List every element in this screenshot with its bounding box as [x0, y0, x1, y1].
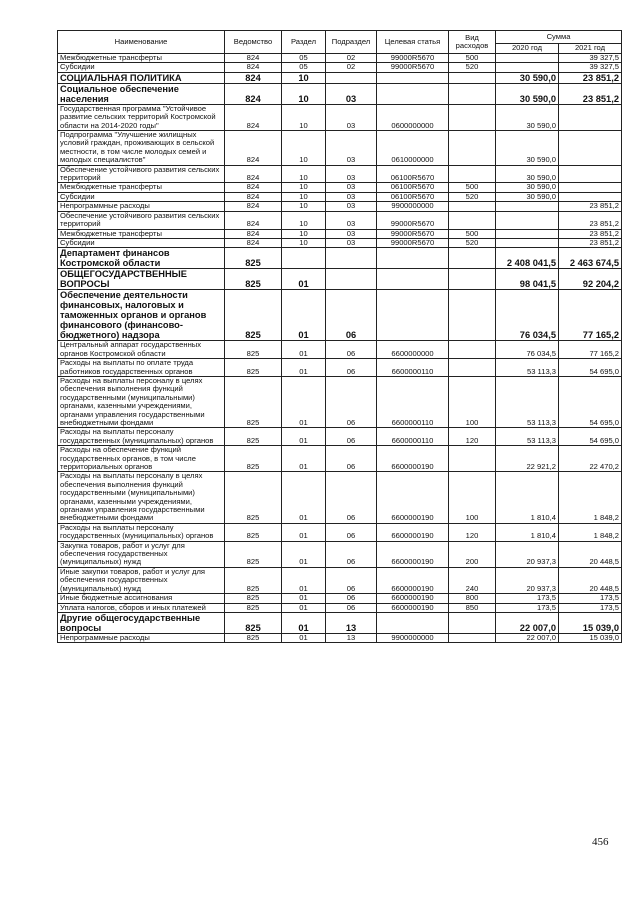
row-subsection: 06: [326, 594, 377, 603]
row-sum-2020: 53 113,3: [496, 359, 559, 377]
table-row: [58, 612, 622, 633]
row-target: [377, 612, 449, 633]
budget-table: [57, 30, 622, 643]
row-dept: 825: [225, 376, 282, 427]
row-section: 10: [282, 72, 326, 83]
row-sum-2021: 1 848,2: [559, 523, 622, 541]
header-subsection: Подраздел: [326, 31, 377, 54]
row-sum-2020: [496, 211, 559, 229]
row-subsection: 06: [326, 376, 377, 427]
row-dept: 825: [225, 341, 282, 359]
row-name: Межбюджетные трансферты: [58, 229, 225, 238]
row-sum-2020: 76 034,5: [496, 290, 559, 341]
row-name: Межбюджетные трансферты: [58, 183, 225, 192]
row-subsection: [326, 248, 377, 269]
row-section: 01: [282, 290, 326, 341]
row-dept: 824: [225, 202, 282, 211]
row-name: Обеспечение деятельности финансовых, налоговых и таможенных органов и органов финансового (финансово-бюджетного) надзора: [58, 290, 225, 341]
row-type: [449, 104, 496, 130]
row-sum-2021: 39 327,5: [559, 63, 622, 72]
row-dept: 824: [225, 131, 282, 166]
row-type: [449, 290, 496, 341]
row-sum-2021: 173,5: [559, 603, 622, 612]
row-sum-2021: 2 463 674,5: [559, 248, 622, 269]
header-2020: 2020 год: [496, 44, 559, 54]
row-name: ОБЩЕГОСУДАРСТВЕННЫЕ ВОПРОСЫ: [58, 269, 225, 290]
row-subsection: 03: [326, 104, 377, 130]
table-row: [58, 594, 622, 603]
row-type: [449, 359, 496, 377]
row-target: 6600000190: [377, 523, 449, 541]
row-sum-2020: 20 937,3: [496, 541, 559, 567]
row-sum-2020: [496, 63, 559, 72]
row-dept: 825: [225, 541, 282, 567]
row-section: 10: [282, 131, 326, 166]
table-row: [58, 63, 622, 72]
row-type: [449, 202, 496, 211]
table-row: [58, 131, 622, 166]
row-section: [282, 248, 326, 269]
row-sum-2020: 53 113,3: [496, 428, 559, 446]
row-type: [449, 165, 496, 183]
row-target: 99000R5670: [377, 63, 449, 72]
row-name: Центральный аппарат государственных органов Костромской области: [58, 341, 225, 359]
table-row: [58, 446, 622, 472]
row-sum-2020: [496, 202, 559, 211]
row-type: [449, 211, 496, 229]
row-dept: 825: [225, 612, 282, 633]
row-target: [377, 290, 449, 341]
row-type: [449, 83, 496, 104]
row-section: 01: [282, 359, 326, 377]
header-sum: Сумма: [496, 31, 622, 44]
row-sum-2021: [559, 183, 622, 192]
row-target: [377, 269, 449, 290]
row-subsection: 06: [326, 603, 377, 612]
row-type: 120: [449, 428, 496, 446]
row-subsection: 06: [326, 428, 377, 446]
table-row: [58, 229, 622, 238]
table-row: [58, 567, 622, 593]
table-row: [58, 211, 622, 229]
row-type: 520: [449, 63, 496, 72]
header-target: Целевая статья: [377, 31, 449, 54]
row-name: Расходы на выплаты персоналу государственных (муниципальных) органов: [58, 428, 225, 446]
row-subsection: 03: [326, 211, 377, 229]
row-subsection: 13: [326, 612, 377, 633]
row-dept: 825: [225, 633, 282, 642]
row-sum-2020: 22 007,0: [496, 612, 559, 633]
row-sum-2021: 77 165,2: [559, 341, 622, 359]
row-dept: 824: [225, 54, 282, 63]
row-subsection: 03: [326, 238, 377, 247]
table-row: [58, 359, 622, 377]
row-sum-2020: 30 590,0: [496, 72, 559, 83]
row-sum-2020: 22 007,0: [496, 633, 559, 642]
row-target: 6600000110: [377, 359, 449, 377]
row-name: Иные бюджетные ассигнования: [58, 594, 225, 603]
row-subsection: 06: [326, 290, 377, 341]
row-type: 500: [449, 183, 496, 192]
row-dept: 825: [225, 359, 282, 377]
row-type: 850: [449, 603, 496, 612]
row-section: 01: [282, 428, 326, 446]
row-section: 10: [282, 202, 326, 211]
row-dept: 824: [225, 104, 282, 130]
row-dept: 825: [225, 472, 282, 523]
row-name: СОЦИАЛЬНАЯ ПОЛИТИКА: [58, 72, 225, 83]
row-section: 01: [282, 446, 326, 472]
row-target: 6600000190: [377, 594, 449, 603]
row-subsection: 06: [326, 359, 377, 377]
row-sum-2020: 30 590,0: [496, 83, 559, 104]
row-dept: 824: [225, 192, 282, 201]
row-name: Государственная программа "Устойчивое развитие сельских территорий Костромской области на 2014-2020 годы": [58, 104, 225, 130]
row-name: Подпрограмма "Улучшение жилищных условий граждан, проживающих в сельской местности, в том числе молодых семей и молодых специалистов": [58, 131, 225, 166]
row-subsection: 03: [326, 165, 377, 183]
row-sum-2020: 1 810,4: [496, 472, 559, 523]
row-section: 10: [282, 211, 326, 229]
row-sum-2021: 23 851,2: [559, 211, 622, 229]
row-name: Другие общегосударственные вопросы: [58, 612, 225, 633]
table-row: [58, 54, 622, 63]
row-dept: 825: [225, 428, 282, 446]
row-subsection: 06: [326, 446, 377, 472]
row-subsection: 02: [326, 63, 377, 72]
row-section: 01: [282, 633, 326, 642]
row-type: 200: [449, 541, 496, 567]
row-target: 99000R5670: [377, 238, 449, 247]
row-target: 6600000110: [377, 376, 449, 427]
table-row: [58, 83, 622, 104]
row-sum-2020: 30 590,0: [496, 183, 559, 192]
row-dept: 824: [225, 183, 282, 192]
table-row: [58, 541, 622, 567]
header-name: Наименование: [58, 31, 225, 54]
row-name: Расходы на выплаты персоналу государственных (муниципальных) органов: [58, 523, 225, 541]
row-sum-2020: 173,5: [496, 594, 559, 603]
page-number: 456: [592, 836, 609, 848]
row-target: 06100R5670: [377, 183, 449, 192]
row-type: 500: [449, 54, 496, 63]
row-section: 01: [282, 269, 326, 290]
row-name: Субсидии: [58, 192, 225, 201]
row-dept: 825: [225, 603, 282, 612]
row-name: Социальное обеспечение населения: [58, 83, 225, 104]
row-name: Департамент финансов Костромской области: [58, 248, 225, 269]
row-target: 6600000190: [377, 541, 449, 567]
row-subsection: 13: [326, 633, 377, 642]
row-dept: 824: [225, 165, 282, 183]
row-sum-2020: 20 937,3: [496, 567, 559, 593]
row-dept: 825: [225, 523, 282, 541]
row-dept: 825: [225, 269, 282, 290]
row-target: [377, 248, 449, 269]
row-name: Непрограммные расходы: [58, 633, 225, 642]
row-dept: 824: [225, 83, 282, 104]
row-dept: 824: [225, 63, 282, 72]
row-sum-2020: 30 590,0: [496, 165, 559, 183]
table-row: [58, 603, 622, 612]
row-subsection: 06: [326, 567, 377, 593]
row-sum-2021: 20 448,5: [559, 541, 622, 567]
table-body: [58, 54, 622, 643]
table-header: [58, 31, 622, 54]
row-sum-2020: 30 590,0: [496, 192, 559, 201]
row-section: 10: [282, 165, 326, 183]
row-type: [449, 72, 496, 83]
row-section: 10: [282, 238, 326, 247]
row-sum-2021: 23 851,2: [559, 202, 622, 211]
row-section: 01: [282, 523, 326, 541]
row-dept: 825: [225, 446, 282, 472]
row-sum-2020: 1 810,4: [496, 523, 559, 541]
table-row: [58, 165, 622, 183]
row-target: 99000R5670: [377, 211, 449, 229]
row-name: Расходы на выплаты по оплате труда работников государственных органов: [58, 359, 225, 377]
row-target: 6600000190: [377, 567, 449, 593]
table-row: [58, 202, 622, 211]
row-sum-2021: 39 327,5: [559, 54, 622, 63]
row-name: Расходы на обеспечение функций государственных органов, в том числе территориальных органов: [58, 446, 225, 472]
row-sum-2021: 1 848,2: [559, 472, 622, 523]
row-type: [449, 341, 496, 359]
table-row: [58, 269, 622, 290]
row-type: 520: [449, 238, 496, 247]
row-sum-2020: 30 590,0: [496, 131, 559, 166]
row-sum-2021: 20 448,5: [559, 567, 622, 593]
row-section: 01: [282, 594, 326, 603]
row-target: 99000R5670: [377, 229, 449, 238]
row-name: Непрограммные расходы: [58, 202, 225, 211]
row-dept: 824: [225, 211, 282, 229]
row-name: Субсидии: [58, 238, 225, 247]
row-sum-2020: 76 034,5: [496, 341, 559, 359]
row-type: [449, 612, 496, 633]
row-target: 6600000110: [377, 428, 449, 446]
row-section: 10: [282, 192, 326, 201]
row-target: 6600000000: [377, 341, 449, 359]
row-subsection: [326, 72, 377, 83]
row-sum-2021: 15 039,0: [559, 633, 622, 642]
row-subsection: 06: [326, 523, 377, 541]
row-subsection: 03: [326, 183, 377, 192]
row-name: Уплата налогов, сборов и иных платежей: [58, 603, 225, 612]
row-sum-2020: [496, 229, 559, 238]
row-sum-2021: 173,5: [559, 594, 622, 603]
row-subsection: 06: [326, 541, 377, 567]
row-section: 10: [282, 183, 326, 192]
row-section: 01: [282, 541, 326, 567]
row-section: 01: [282, 341, 326, 359]
row-sum-2020: 53 113,3: [496, 376, 559, 427]
table-row: [58, 183, 622, 192]
row-target: [377, 72, 449, 83]
row-section: 10: [282, 83, 326, 104]
row-sum-2021: 54 695,0: [559, 376, 622, 427]
row-dept: 825: [225, 248, 282, 269]
row-section: 01: [282, 472, 326, 523]
row-sum-2020: 2 408 041,5: [496, 248, 559, 269]
row-type: 100: [449, 376, 496, 427]
row-name: Расходы на выплаты персоналу в целях обеспечения выполнения функций государственными (муниципальными) органами, казенными учреждениями, органами управления государственными внебюджетными фондами: [58, 472, 225, 523]
row-sum-2021: [559, 131, 622, 166]
row-section: 10: [282, 104, 326, 130]
row-sum-2021: [559, 165, 622, 183]
row-target: 06100R5670: [377, 165, 449, 183]
row-subsection: 03: [326, 131, 377, 166]
row-section: 10: [282, 229, 326, 238]
row-type: [449, 446, 496, 472]
row-sum-2021: 54 695,0: [559, 428, 622, 446]
row-target: 06100R5670: [377, 192, 449, 201]
row-dept: 825: [225, 567, 282, 593]
row-type: 240: [449, 567, 496, 593]
row-target: 6600000190: [377, 603, 449, 612]
row-type: 520: [449, 192, 496, 201]
row-type: [449, 248, 496, 269]
row-sum-2021: 54 695,0: [559, 359, 622, 377]
row-subsection: 03: [326, 202, 377, 211]
row-target: 9900000000: [377, 202, 449, 211]
row-type: 500: [449, 229, 496, 238]
row-section: 01: [282, 612, 326, 633]
row-subsection: 02: [326, 54, 377, 63]
row-name: Закупка товаров, работ и услуг для обеспечения государственных (муниципальных) нужд: [58, 541, 225, 567]
table-row: [58, 72, 622, 83]
table-row: [58, 341, 622, 359]
table-row: [58, 290, 622, 341]
row-sum-2021: 23 851,2: [559, 238, 622, 247]
row-type: 100: [449, 472, 496, 523]
row-section: 05: [282, 63, 326, 72]
row-section: 01: [282, 603, 326, 612]
header-dept: Ведомство: [225, 31, 282, 54]
row-sum-2020: 173,5: [496, 603, 559, 612]
row-type: 800: [449, 594, 496, 603]
row-target: 0610000000: [377, 131, 449, 166]
table-row: [58, 523, 622, 541]
row-dept: 824: [225, 229, 282, 238]
table-row: [58, 248, 622, 269]
row-sum-2021: 77 165,2: [559, 290, 622, 341]
header-type: Вид расходов: [449, 31, 496, 54]
row-sum-2021: 23 851,2: [559, 83, 622, 104]
header-section: Раздел: [282, 31, 326, 54]
row-dept: 825: [225, 290, 282, 341]
row-section: 05: [282, 54, 326, 63]
row-name: Межбюджетные трансферты: [58, 54, 225, 63]
row-target: 6600000190: [377, 446, 449, 472]
row-subsection: 06: [326, 472, 377, 523]
row-name: Расходы на выплаты персоналу в целях обеспечения выполнения функций государственными (муниципальными) органами, казенными учреждениями, органами управления государственными внебюджетными фондами: [58, 376, 225, 427]
row-sum-2020: [496, 238, 559, 247]
header-2021: 2021 год: [559, 44, 622, 54]
row-name: Обеспечение устойчивого развития сельских территорий: [58, 165, 225, 183]
row-name: Обеспечение устойчивого развития сельских территорий: [58, 211, 225, 229]
row-subsection: 06: [326, 341, 377, 359]
row-sum-2020: [496, 54, 559, 63]
table-row: [58, 428, 622, 446]
row-sum-2020: 98 041,5: [496, 269, 559, 290]
table-row: [58, 472, 622, 523]
row-type: 120: [449, 523, 496, 541]
row-section: 01: [282, 376, 326, 427]
row-sum-2021: 15 039,0: [559, 612, 622, 633]
row-target: 0600000000: [377, 104, 449, 130]
row-sum-2020: 30 590,0: [496, 104, 559, 130]
table-row: [58, 104, 622, 130]
row-sum-2021: 23 851,2: [559, 229, 622, 238]
row-target: 9900000000: [377, 633, 449, 642]
row-subsection: 03: [326, 83, 377, 104]
row-subsection: [326, 269, 377, 290]
row-sum-2021: 23 851,2: [559, 72, 622, 83]
row-dept: 824: [225, 238, 282, 247]
row-target: 6600000190: [377, 472, 449, 523]
row-target: [377, 83, 449, 104]
row-subsection: 03: [326, 229, 377, 238]
table-row: [58, 376, 622, 427]
row-name: Субсидии: [58, 63, 225, 72]
row-section: 01: [282, 567, 326, 593]
row-type: [449, 131, 496, 166]
row-name: Иные закупки товаров, работ и услуг для обеспечения государственных (муниципальных) нужд: [58, 567, 225, 593]
row-dept: 825: [225, 594, 282, 603]
row-target: 99000R5670: [377, 54, 449, 63]
table-row: [58, 238, 622, 247]
table-row: [58, 633, 622, 642]
row-type: [449, 269, 496, 290]
row-dept: 824: [225, 72, 282, 83]
row-sum-2021: 92 204,2: [559, 269, 622, 290]
row-sum-2021: 22 470,2: [559, 446, 622, 472]
row-sum-2021: [559, 104, 622, 130]
row-subsection: 03: [326, 192, 377, 201]
row-sum-2020: 22 921,2: [496, 446, 559, 472]
row-type: [449, 633, 496, 642]
